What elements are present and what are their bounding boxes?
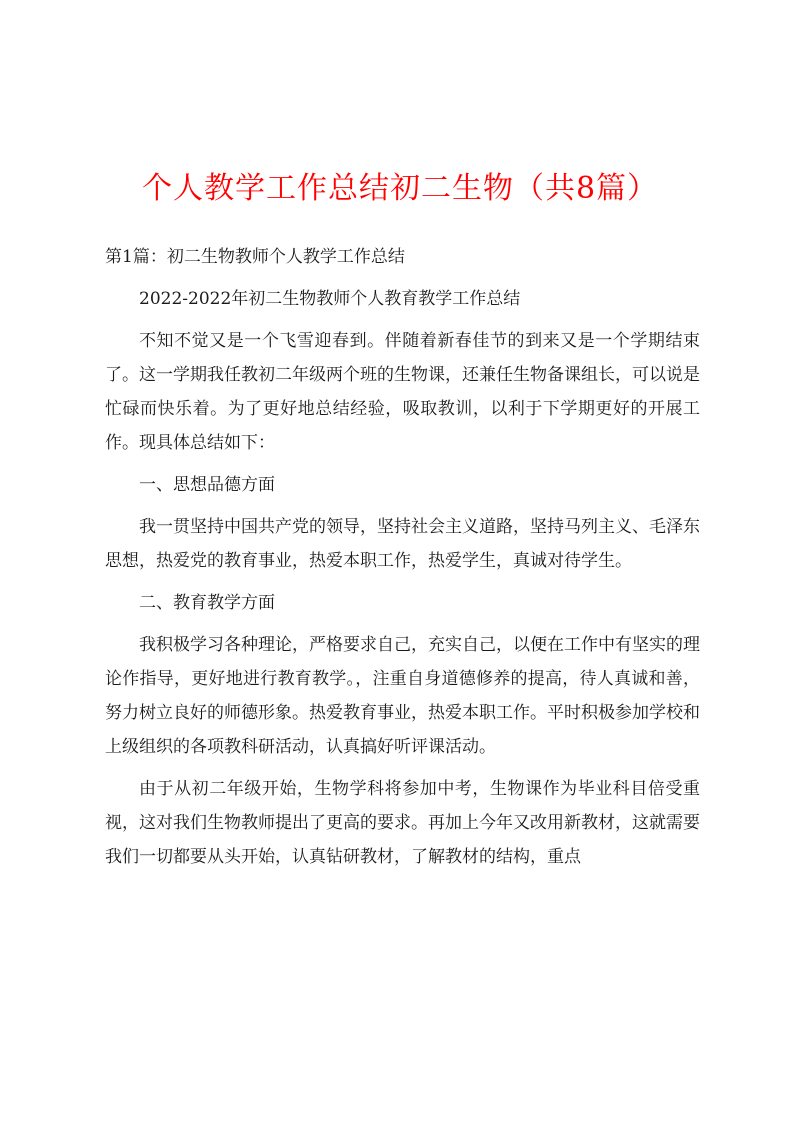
section-heading: 第1篇：初二生物教师个人教学工作总结 [105,247,405,267]
paragraph: 我一贯坚持中国共产党的领导，坚持社会主义道路，坚持马列主义、毛泽东思想，热爱党的教育事业，热爱本职工作，热爱学生，真诚对待学生。 [105,517,700,571]
subsection-heading: 一、思想品德方面 [139,475,275,495]
document-title: 个人教学工作总结初二生物（共8篇） [141,171,659,206]
subsection-heading: 二、教育教学方面 [139,593,275,613]
subtitle: 2022-2022年初二生物教师个人教育教学工作总结 [139,289,521,309]
paragraph: 我积极学习各种理论，严格要求自己，充实自己，以便在工作中有坚实的理论作指导，更好地进行教育教学。，注重自身道德修养的提高，待人真诚和善，努力树立良好的师德形象。热爱教育事业，热爱本职工作。平时积极参加学校和上级组织的各项教科研活动，认真搞好听评课活动。 [105,635,700,757]
document-body [105,240,700,882]
paragraph: 由于从初二年级开始，生物学科将参加中考，生物课作为毕业科目倍受重视，这对我们生物教师提出了更高的要求。再加上今年又改用新教材，这就需要我们一切都要从头开始，认真钻研教材，了解教材的结构，重点 [105,779,700,867]
paragraph: 不知不觉又是一个飞雪迎春到。伴随着新春佳节的到来又是一个学期结束了。这一学期我任教初二年级两个班的生物课，还兼任生物备课组长，可以说是忙碌而快乐着。为了更好地总结经验，吸取教训，以利于下学期更好的开展工作。现具体总结如下： [105,331,700,453]
